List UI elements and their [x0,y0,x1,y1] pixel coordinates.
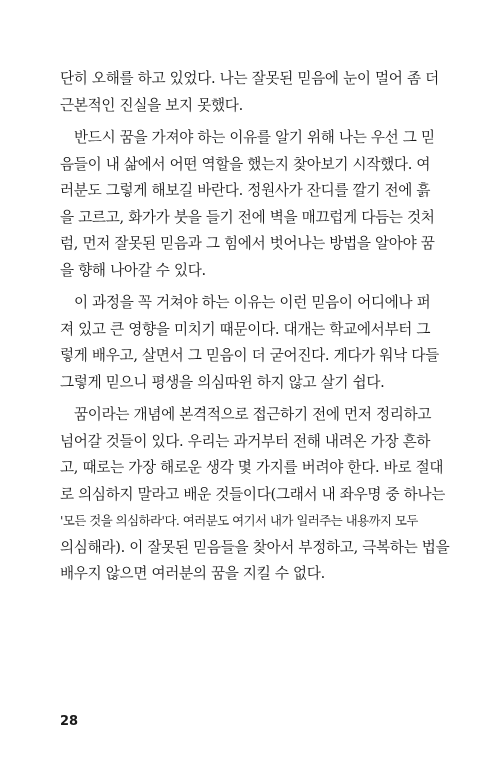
text-line: '모든 것을 의심하라'다. 여러분도 여기서 내가 일러주는 내용까지 모두 [60,513,418,528]
text-line: 을 향해 나아갈 수 있다. [60,261,206,279]
paragraph-4 [60,402,450,588]
paragraph-1 [60,66,440,119]
text-line: 을 고르고, 화가가 붓을 들기 전에 벽을 매끄럽게 다듬는 것처 [60,208,435,226]
text-line: 로 의심하지 말라고 배운 것들이다(그래서 내 좌우명 중 하나는 [60,485,446,503]
text-line: 의심해라). 이 잘못된 믿음들을 찾아서 부정하고, 극복하는 법을 [60,538,450,556]
page-body [60,66,450,588]
text-line: 러분도 그렇게 해보길 바란다. 정원사가 잔디를 깔기 전에 흙 [60,182,431,199]
text-line: 렇게 배우고, 살면서 그 믿음이 더 굳어진다. 게다가 워낙 다들 [60,347,439,364]
paragraph-2 [60,125,440,284]
text-line: 그렇게 믿으니 평생을 의심따윈 하지 않고 살기 쉽다. [60,373,385,391]
text-line: 꿈이라는 개념에 본격적으로 접근하기 전에 먼저 정리하고 [74,406,432,423]
text-line: 넘어갈 것들이 있다. 우리는 과거부터 전해 내려온 가장 흔하 [60,432,431,450]
paragraph-3 [60,290,440,396]
text-line: 단히 오해를 하고 있었다. 나는 잘못된 믿음에 눈이 멀어 좀 더 [60,70,439,87]
page-number: 28 [60,714,79,729]
text-line: 져 있고 큰 영향을 미치기 때문이다. 대개는 학교에서부터 그 [60,320,431,338]
text-line: 배우지 않으면 여러분의 꿈을 지킬 수 없다. [60,565,325,582]
text-line: 근본적인 진실을 보지 못했다. [60,96,243,114]
text-line: 이 과정을 꼭 거쳐야 하는 이유는 이런 믿음이 어디에나 퍼 [74,294,431,311]
text-line: 음들이 내 삶에서 어떤 역할을 했는지 찾아보기 시작했다. 여 [60,155,431,173]
text-line: 고, 때로는 가장 해로운 생각 몇 가지를 버려야 한다. 바로 절대 [60,459,444,476]
text-line: 럼, 먼저 잘못된 믿음과 그 힘에서 벗어나는 방법을 알아야 꿈 [60,235,435,252]
text-line: 반드시 꿈을 가져야 하는 이유를 알기 위해 나는 우선 그 믿 [74,129,435,146]
